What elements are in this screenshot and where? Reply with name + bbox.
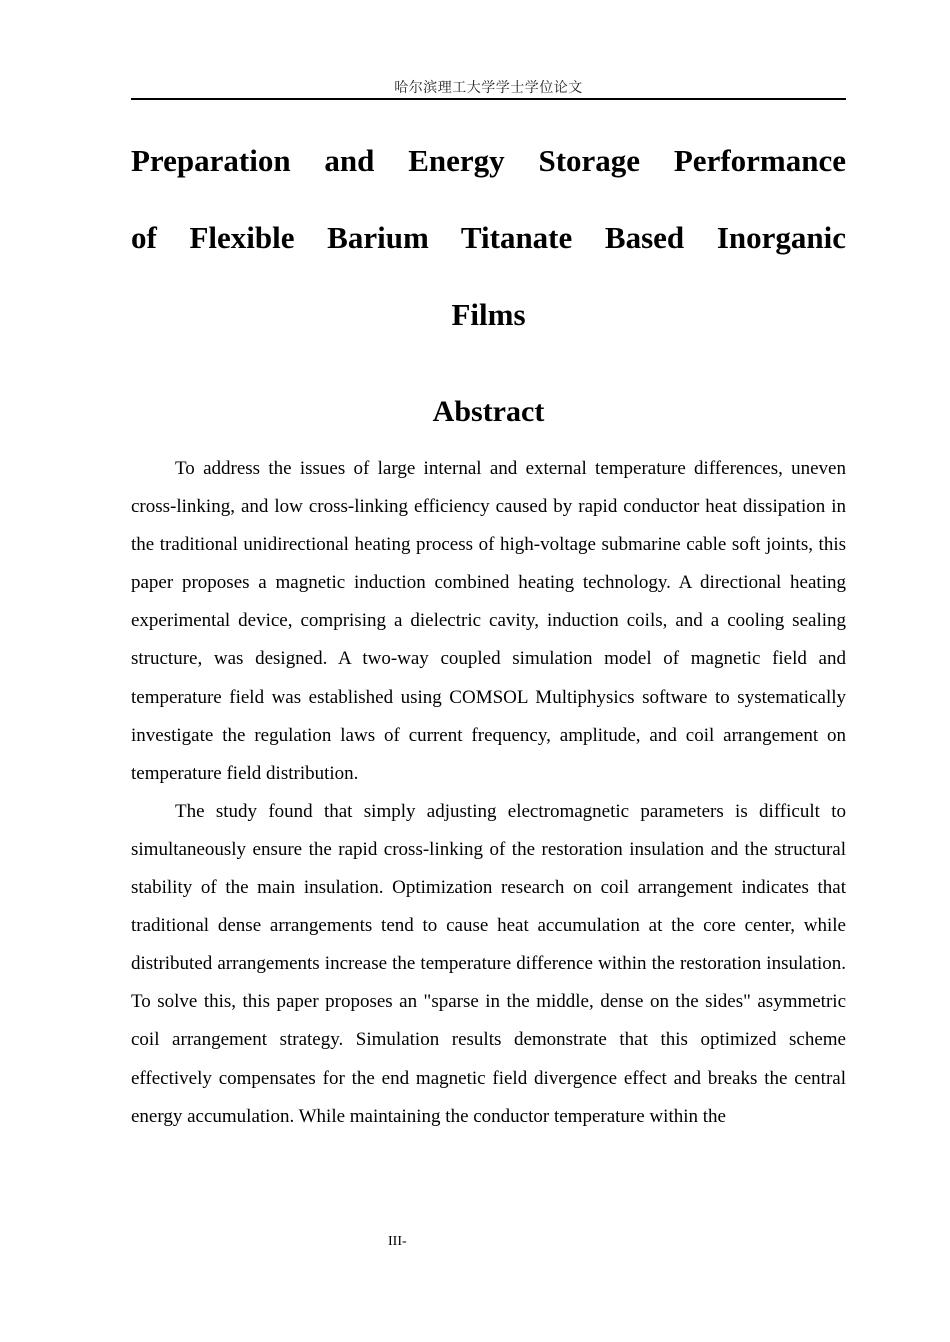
title-line-3: Films: [451, 297, 526, 332]
title-line-1: Preparation and Energy Storage Performance: [131, 143, 846, 178]
thesis-title: [131, 122, 846, 353]
running-header: 哈尔滨理工大学学士学位论文: [394, 80, 583, 96]
abstract-paragraph-1: To address the issues of large internal and external temperature differences, uneven cross-linking, and low cross-linking efficiency caused by rapid conductor heat dissipation in the traditional unidirectional heating process of high-voltage submarine cable soft joints, this paper proposes a magnetic induction combined heating technology. A directional heating experimental device, comprising a dielectric cavity, induction coils, and a cooling sealing structure, was designed. A two-way coupled simulation model of magnetic field and temperature field was established using COMSOL Multiphysics software to systematically investigate the regulation laws of current frequency, amplitude, and coil arrangement on temperature field distribution.: [131, 458, 846, 784]
abstract-heading: Abstract: [432, 395, 545, 428]
abstract-body: [131, 450, 846, 1136]
header-rule: [131, 98, 846, 100]
page-number: III-: [388, 1234, 407, 1249]
abstract-paragraph-2: The study found that simply adjusting electromagnetic parameters is difficult to simultaneously ensure the rapid cross-linking of the restoration insulation and the structural stability of the main insulation. Optimization research on coil arrangement indicates that traditional dense arrangements tend to cause heat accumulation at the core center, while distributed arrangements increase the temperature difference within the restoration insulation. To solve this, this paper proposes an "sparse in the middle, dense on the sides" asymmetric coil arrangement strategy. Simulation results demonstrate that this optimized scheme effectively compensates for the end magnetic field divergence effect and breaks the central energy accumulation. While maintaining the conductor temperature within the: [131, 800, 846, 1127]
title-line-2: of Flexible Barium Titanate Based Inorganic: [131, 220, 846, 255]
